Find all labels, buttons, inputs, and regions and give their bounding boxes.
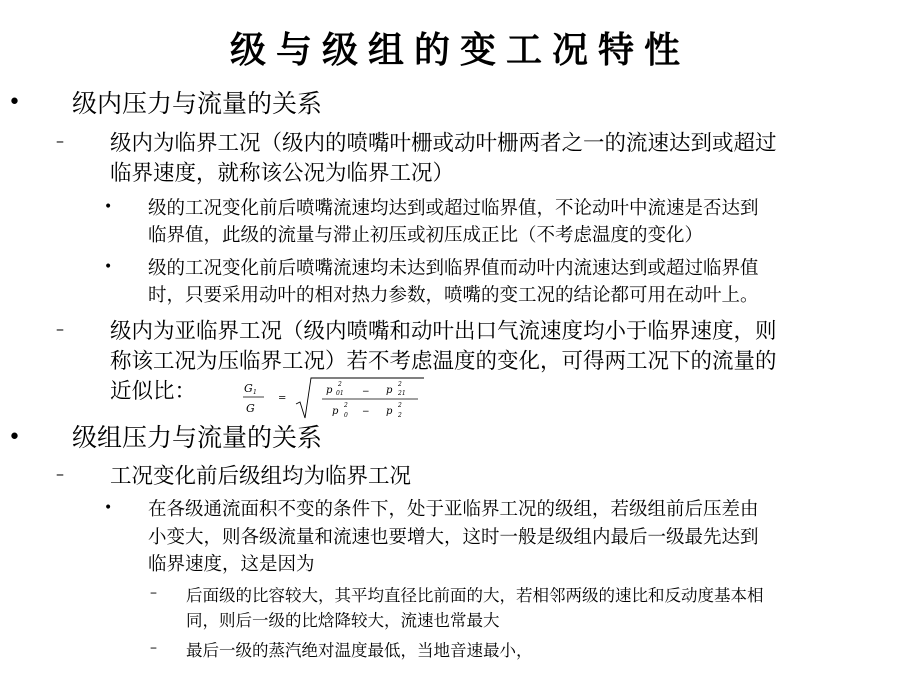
bullet-dot: • [8, 90, 21, 115]
bullet-dot-small: • [104, 500, 113, 516]
reason2-line1: 最后一级的蒸汽绝对温度最低，当地音速最小， [186, 641, 533, 660]
formula-p01: p [326, 385, 333, 396]
bullet-dash: – [56, 319, 64, 338]
bullet-dash: – [56, 464, 64, 483]
svg-text:2: 2 [398, 381, 402, 388]
svg-text:0: 0 [344, 412, 348, 419]
reason1-line1: 后面级的比容较大，其平均直径比前面的大，若相邻两级的速比和反动度基本相 [186, 586, 764, 605]
bullet-dot-small: • [104, 259, 113, 275]
reason1-line2: 同，则后一级的比焓降较大，流速也常最大 [186, 611, 500, 630]
subcritical-line2: 称该工况为压临界工况）若不考虑温度的变化，可得两工况下的流量的 [110, 349, 777, 374]
formula-eq: = [278, 393, 287, 404]
critical-point1-line2: 临界值，此级的流量与滞止初压或初压成正比（不考虑温度的变化） [148, 225, 704, 246]
bullet-dot-small: • [104, 199, 113, 215]
svg-text:2: 2 [398, 402, 402, 409]
critical-line1: 级内为临界工况（级内的喷嘴叶栅或动叶栅两者之一的流速达到或超过 [110, 131, 777, 156]
critical-point2-line1: 级的工况变化前后喷嘴流速均未达到临界值而动叶内流速达到或超过临界值 [148, 258, 759, 279]
subcritical-line1: 级内为亚临界工况（级内喷嘴和动叶出口气流速度均小于临界速度，则 [110, 319, 777, 344]
section1-heading: 级内压力与流量的关系 [72, 89, 323, 118]
formula-p0: p [332, 406, 339, 417]
svg-text:−: − [362, 387, 370, 397]
section2-heading: 级组压力与流量的关系 [72, 423, 323, 452]
critical-line2: 临界速度，就称该公况为临界工况） [110, 161, 455, 186]
svg-text:2: 2 [398, 412, 402, 419]
section2-point-line3: 临界速度，这是因为 [148, 554, 315, 575]
svg-text:21: 21 [398, 390, 406, 397]
formula-G: G [246, 402, 255, 415]
svg-text:2: 2 [338, 381, 342, 388]
formula-p21: p [386, 385, 393, 396]
critical-point2-line2: 时，只要采用动叶的相对热力参数，喷嘴的变工况的结论都可用在动叶上。 [148, 285, 759, 306]
bullet-dash-small: – [150, 585, 157, 601]
subcritical-line3: 近似比： [110, 379, 197, 404]
formula-sub1: 1 [253, 389, 257, 396]
svg-text:01: 01 [336, 390, 344, 397]
flow-ratio-formula [238, 374, 428, 422]
bullet-dot: • [8, 425, 21, 450]
svg-text:−: − [362, 407, 370, 417]
section2-point-line1: 在各级通流面积不变的条件下，处于亚临界工况的级组，若级组前后压差由 [148, 499, 759, 520]
bullet-dash-small: – [150, 640, 157, 656]
slide-title: 级与级组的变工况特性 [229, 29, 690, 71]
section2-sub: 工况变化前后级组均为临界工况 [110, 464, 412, 489]
bullet-dash: – [56, 131, 64, 150]
formula-p2: p [386, 406, 393, 417]
svg-text:2: 2 [344, 402, 348, 409]
section2-point-line2: 小变大，则各级流量和流速也要增大，这时一般是级组内最后一级最先达到 [148, 527, 759, 548]
critical-point1-line1: 级的工况变化前后喷嘴流速均达到或超过临界值，不论动叶中流速是否达到 [148, 198, 759, 219]
formula-G1: G [244, 382, 253, 395]
